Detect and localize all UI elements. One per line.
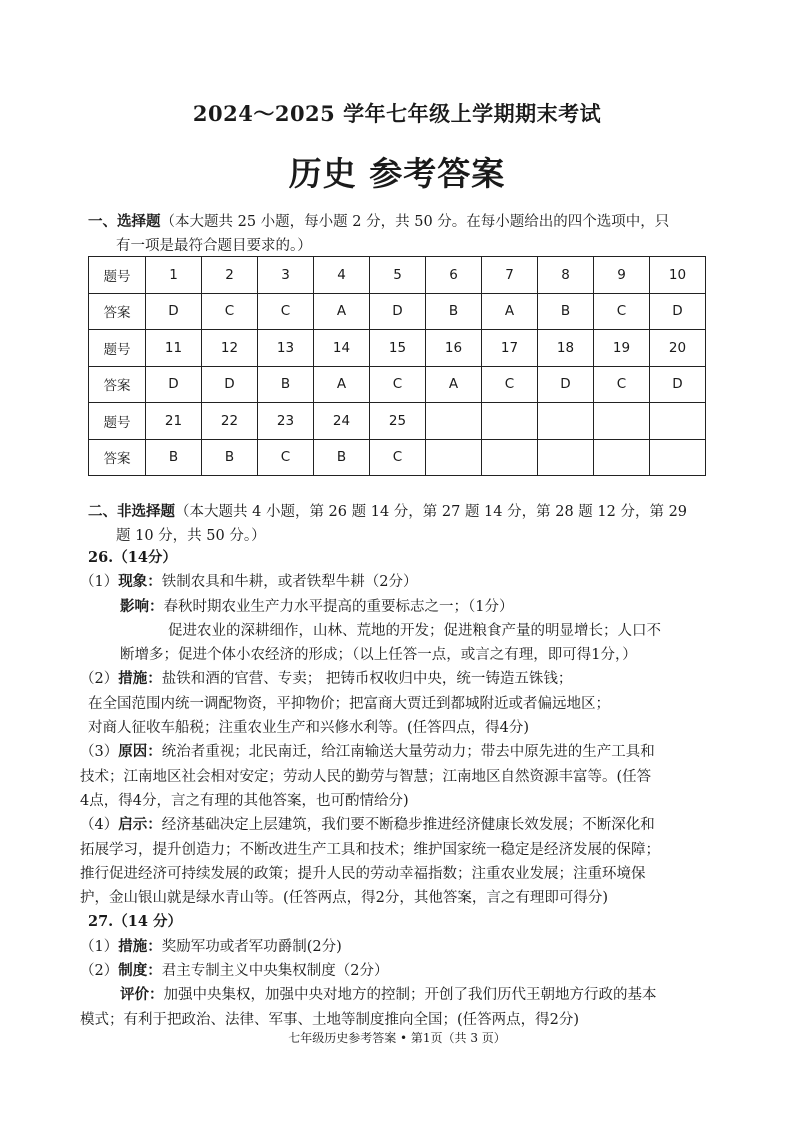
page-footer: 七年级历史参考答案 • 第1页（共 3 页） xyxy=(288,1031,506,1045)
section-2-desc-line1: （本大题共 4 小题，第 26 题 14 分，第 27 题 14 分，第 28 题 12 分，第 29 xyxy=(175,504,688,520)
section-1-heading: 一、选择题 xyxy=(88,213,161,230)
q27-p2-label: 制度： xyxy=(118,962,162,980)
question-number-cell: 9 xyxy=(594,257,650,294)
question-number-cell xyxy=(426,403,482,440)
question-number-cell: 5 xyxy=(370,257,426,294)
q26-p4-label: 启示： xyxy=(118,816,162,834)
answer-cell: B xyxy=(258,366,314,403)
q26-p3-line2: 技术；江南地区社会相对安定；劳动人民的勤劳与智慧；江南地区自然资源丰富等。(任答 xyxy=(80,768,652,785)
question-number-cell xyxy=(538,403,594,440)
question-number-row xyxy=(89,330,706,367)
question-number-cell: 24 xyxy=(314,403,370,440)
q27-p2b-text: 加强中央集权，加强中央对地方的控制；开创了我们历代王朝地方行政的基本 xyxy=(163,987,657,1004)
q27-p2b-label: 评价： xyxy=(120,986,164,1004)
answer-cell xyxy=(594,439,650,476)
q27-p2-num: （2） xyxy=(80,963,119,980)
answer-cell: D xyxy=(650,366,706,403)
answer-cell: C xyxy=(258,293,314,330)
answer-row-label: 答案 xyxy=(89,293,146,330)
question-number-cell: 15 xyxy=(370,330,426,367)
q26-p1b-label: 影响： xyxy=(120,597,164,615)
answer-cell: D xyxy=(202,366,258,403)
question-number-cell: 17 xyxy=(482,330,538,367)
answer-cell: C xyxy=(594,366,650,403)
question-number-cell: 1 xyxy=(146,257,202,294)
question-number-cell: 22 xyxy=(202,403,258,440)
answer-row xyxy=(89,293,706,330)
question-number-cell: 12 xyxy=(202,330,258,367)
q26-p1-text: 铁制农具和牛耕，或者铁犁牛耕（2分） xyxy=(161,574,418,591)
q26-p2-label: 措施： xyxy=(118,670,162,688)
question-number-row xyxy=(89,257,706,294)
answer-cell: A xyxy=(314,366,370,403)
answer-cell: A xyxy=(482,293,538,330)
answer-cell: D xyxy=(650,293,706,330)
answer-cell: B xyxy=(426,293,482,330)
answer-cell: A xyxy=(426,366,482,403)
answer-cell: D xyxy=(146,293,202,330)
q26-p4-line3: 推行促进经济可持续发展的政策；提升人民的劳动幸福指数；注重农业发展；注重环境保 xyxy=(80,865,646,882)
answer-cell xyxy=(482,439,538,476)
question-number-cell xyxy=(482,403,538,440)
answer-table xyxy=(88,256,706,476)
q26-p3-line3: 4点，得4分，言之有理的其他答案，也可酌情给分) xyxy=(80,792,409,809)
section-2-intro xyxy=(88,500,714,548)
section-2-heading: 二、非选择题 xyxy=(88,503,175,520)
q26-p1-num: （1） xyxy=(80,574,119,591)
answers-body xyxy=(80,546,712,1032)
question-number-cell: 8 xyxy=(538,257,594,294)
q27-p1-num: （1） xyxy=(80,938,119,955)
question-number-cell: 13 xyxy=(258,330,314,367)
q26-p1c-line1: 促进农业的深耕细作，山林、荒地的开发；促进粮食产量的明显增长；人口不 xyxy=(168,622,661,639)
q26-p4-num: （4） xyxy=(80,817,119,834)
answer-cell: D xyxy=(538,366,594,403)
q26-p2-num: （2） xyxy=(80,671,119,688)
q26-p4-line2: 拓展学习，提升创造力；不断改进生产工具和技术；维护国家统一稳定是经济发展的保障； xyxy=(80,841,660,858)
answer-cell xyxy=(538,439,594,476)
q27-p2-text: 君主专制主义中央集权制度（2分） xyxy=(161,963,389,980)
answer-cell: B xyxy=(314,439,370,476)
question-number-cell xyxy=(650,403,706,440)
question-number-cell: 2 xyxy=(202,257,258,294)
q26-p1b-text: 春秋时期农业生产力水平提高的重要标志之一；（1分） xyxy=(163,598,514,615)
question-number-cell: 14 xyxy=(314,330,370,367)
section-1-desc-line2: 有一项是最符合题目要求的。） xyxy=(116,238,312,254)
answer-row xyxy=(89,366,706,403)
q26-p2-line2: 在全国范围内统一调配物资，平抑物价；把富商大贾迁到都城附近或者偏远地区； xyxy=(88,695,610,712)
answer-cell: D xyxy=(146,366,202,403)
answer-cell: C xyxy=(202,293,258,330)
section-1-desc-line1: （本大题共 25 小题，每小题 2 分，共 50 分。在每小题给出的四个选项中，只 xyxy=(160,214,670,230)
question-number-cell: 3 xyxy=(258,257,314,294)
question-number-cell: 16 xyxy=(426,330,482,367)
q26-p2-line3: 对商人征收车船税；注重农业生产和兴修水利等。(任答四点，得4分) xyxy=(88,720,530,737)
answer-cell: B xyxy=(538,293,594,330)
question-number-cell: 21 xyxy=(146,403,202,440)
section-2-desc-line2: 题 10 分，共 50 分。） xyxy=(116,528,266,544)
q26-p3-num: （3） xyxy=(80,744,119,761)
question-number-cell: 10 xyxy=(650,257,706,294)
question-row-label: 题号 xyxy=(89,330,146,367)
answer-cell xyxy=(650,439,706,476)
question-number-cell: 11 xyxy=(146,330,202,367)
answer-cell: D xyxy=(370,293,426,330)
question-number-cell: 19 xyxy=(594,330,650,367)
answer-cell xyxy=(426,439,482,476)
answer-cell: B xyxy=(146,439,202,476)
answer-cell: C xyxy=(594,293,650,330)
question-row-label: 题号 xyxy=(89,403,146,440)
q26-p3-label: 原因： xyxy=(118,743,162,761)
question-number-cell: 20 xyxy=(650,330,706,367)
q26-p1-label: 现象： xyxy=(118,573,162,591)
exam-title: 2024～2025 学年七年级上学期期末考试 xyxy=(192,101,602,126)
question-number-cell: 25 xyxy=(370,403,426,440)
q26-title: 26.（14分） xyxy=(88,549,177,566)
q26-p4-line4: 护，金山银山就是绿水青山等。(任答两点，得2分，其他答案，言之有理即可得分) xyxy=(80,890,609,907)
answer-cell: C xyxy=(370,366,426,403)
q26-p2-text: 盐铁和酒的官营、专卖； 把铸币权收归中央，统一铸造五铢钱； xyxy=(161,671,573,688)
answer-cell: B xyxy=(202,439,258,476)
answer-cell: C xyxy=(258,439,314,476)
answer-cell: C xyxy=(370,439,426,476)
question-number-cell: 23 xyxy=(258,403,314,440)
section-1-intro xyxy=(88,210,714,258)
q27-p1-label: 措施： xyxy=(118,937,162,955)
answer-row-label: 答案 xyxy=(89,439,146,476)
q27-p1-text: 奖励军功或者军功爵制(2分) xyxy=(161,938,342,955)
question-number-cell: 7 xyxy=(482,257,538,294)
q26-p3-text: 统治者重视；北民南迁，给江南输送大量劳动力；带去中原先进的生产工具和 xyxy=(161,744,655,761)
question-number-cell xyxy=(594,403,650,440)
answer-row-label: 答案 xyxy=(89,366,146,403)
q26-p4-text: 经济基础决定上层建筑，我们要不断稳步推进经济健康长效发展；不断深化和 xyxy=(161,817,655,834)
q27-title: 27.（14 分） xyxy=(88,913,182,931)
q26-p1c-line2: 断增多；促进个体小农经济的形成；（以上任答一点，或言之有理，即可得1分，） xyxy=(120,647,637,664)
answer-cell: A xyxy=(314,293,370,330)
question-row-label: 题号 xyxy=(89,257,146,294)
question-number-cell: 6 xyxy=(426,257,482,294)
answer-key-title: 历史 参考答案 xyxy=(288,154,506,193)
answer-row xyxy=(89,439,706,476)
question-number-cell: 4 xyxy=(314,257,370,294)
q27-p2b-line2: 模式；有利于把政治、法律、军事、土地等制度推向全国；(任答两点，得2分) xyxy=(80,1011,580,1028)
answer-cell: C xyxy=(482,366,538,403)
question-number-cell: 18 xyxy=(538,330,594,367)
question-number-row xyxy=(89,403,706,440)
